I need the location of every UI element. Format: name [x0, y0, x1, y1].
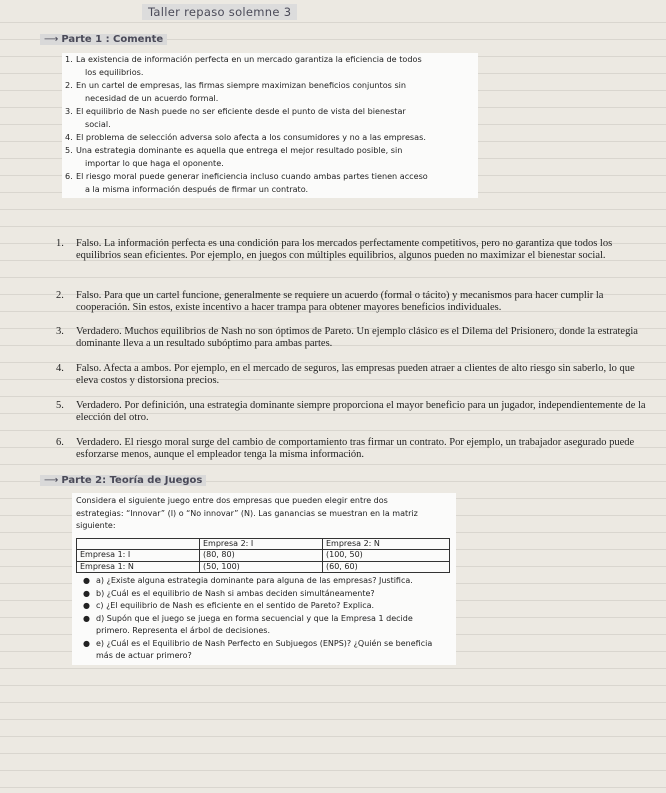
answer-item: 5. Verdadero. Por definición, una estrategia dominante siempre proporciona el mayor beneficio para un jugador, independientemente de la elección del otro.	[56, 400, 646, 423]
arrow-icon: ⟶	[44, 34, 59, 45]
statement-item: 5. Una estrategia dominante es aquella que entrega el mejor resultado posible, sin importar lo que haga el oponente.	[65, 145, 403, 168]
part-1-heading	[40, 34, 167, 45]
answer-item: 1. Falso. La información perfecta es una condición para los mercados perfectamente competitivos, pero no garantiza que todos los equilibrios sean eficientes. Por ejemplo, en juegos con múltiples equilibrios, algunos pueden no maximizar el bienestar social.	[56, 238, 613, 261]
bullet-icon: ●	[83, 613, 90, 623]
table-row: Empresa 1: N (50, 100) (60, 60)	[77, 561, 450, 573]
list-item: ● d) Supón que el juego se juega en forma secuencial y que la Empresa 1 decide primero. Representa el árbol de decisiones.	[83, 613, 413, 635]
arrow-icon: ⟶	[44, 475, 59, 486]
list-item: ● a) ¿Existe alguna estrategia dominante para alguna de las empresas? Justifica.	[76, 575, 456, 588]
part-1-heading-text: Parte 1 : Comente	[61, 34, 164, 45]
answer-item: 3. Verdadero. Muchos equilibrios de Nash no son óptimos de Pareto. Un ejemplo clásico es el Dilema del Prisionero, donde la estrategia dominante lleva a un resultado subóptimo para ambas partes.	[56, 326, 638, 349]
payoff-table	[76, 538, 450, 574]
game-box	[72, 493, 456, 665]
statement-item: 6. El riesgo moral puede generar ineficiencia incluso cuando ambas partes tienen acceso a la misma información después de firmar un contrato.	[65, 171, 428, 194]
table-row: Empresa 2: I Empresa 2: N	[77, 538, 450, 550]
part-2-heading-text: Parte 2: Teoría de Juegos	[61, 475, 203, 486]
answer-item: 6. Verdadero. El riesgo moral surge del cambio de comportamiento tras firmar un contrato. Por ejemplo, un trabajador asegurado puede esforzarse menos, aunque el empleador tenga la misma información.	[56, 437, 635, 460]
bullet-icon: ●	[83, 601, 90, 610]
statement-item: 2. En un cartel de empresas, las firmas siempre maximizan beneficios conjuntos sin necesidad de un acuerdo formal.	[65, 80, 407, 103]
bullet-icon: ●	[83, 588, 90, 598]
list-item: ● e) ¿Cuál es el Equilibrio de Nash Perfecto en Subjuegos (ENPS)? ¿Quién se beneficia más de actuar primero?	[83, 638, 433, 660]
questions-list	[76, 575, 456, 663]
part-2-heading	[40, 475, 206, 486]
answer-item: 2. Falso. Para que un cartel funcione, generalmente se requiere un acuerdo (formal o tácito) y mecanismos para hacer cumplir la cooperación. Sin estos, existe incentivo a hacer trampa para obtener mayores beneficios individuales.	[56, 290, 604, 313]
bullet-icon: ●	[83, 576, 90, 585]
bullet-icon: ●	[83, 638, 90, 648]
list-item: ● b) ¿Cuál es el equilibrio de Nash si ambas deciden simultáneamente?	[76, 588, 456, 601]
statement-item: 3. El equilibrio de Nash puede no ser eficiente desde el punto de vista del bienestar social.	[65, 106, 406, 129]
statements-box	[62, 53, 478, 198]
table-row: Empresa 1: I (80, 80) (100, 50)	[77, 550, 450, 562]
list-item: ● c) ¿El equilibrio de Nash es eficiente en el sentido de Pareto? Explica.	[76, 600, 456, 613]
statement-item: 1. La existencia de información perfecta en un mercado garantiza la eficiencia de todos los equilibrios.	[65, 54, 422, 77]
game-intro: Considera el siguiente juego entre dos empresas que pueden elegir entre dos estrategias: “Innovar” (I) o “No innovar” (N). Las ganancias se muestran en la matriz siguiente:	[76, 496, 418, 530]
statement-item: 4. El problema de selección adversa solo afecta a los consumidores y no a las empresas.	[65, 132, 426, 142]
page-title: Taller repaso solemne 3	[142, 4, 297, 20]
answer-item: 4. Falso. Afecta a ambos. Por ejemplo, en el mercado de seguros, las empresas pueden atraer a clientes de alto riesgo sin saberlo, lo que eleva costos y distorsiona precios.	[56, 363, 635, 386]
